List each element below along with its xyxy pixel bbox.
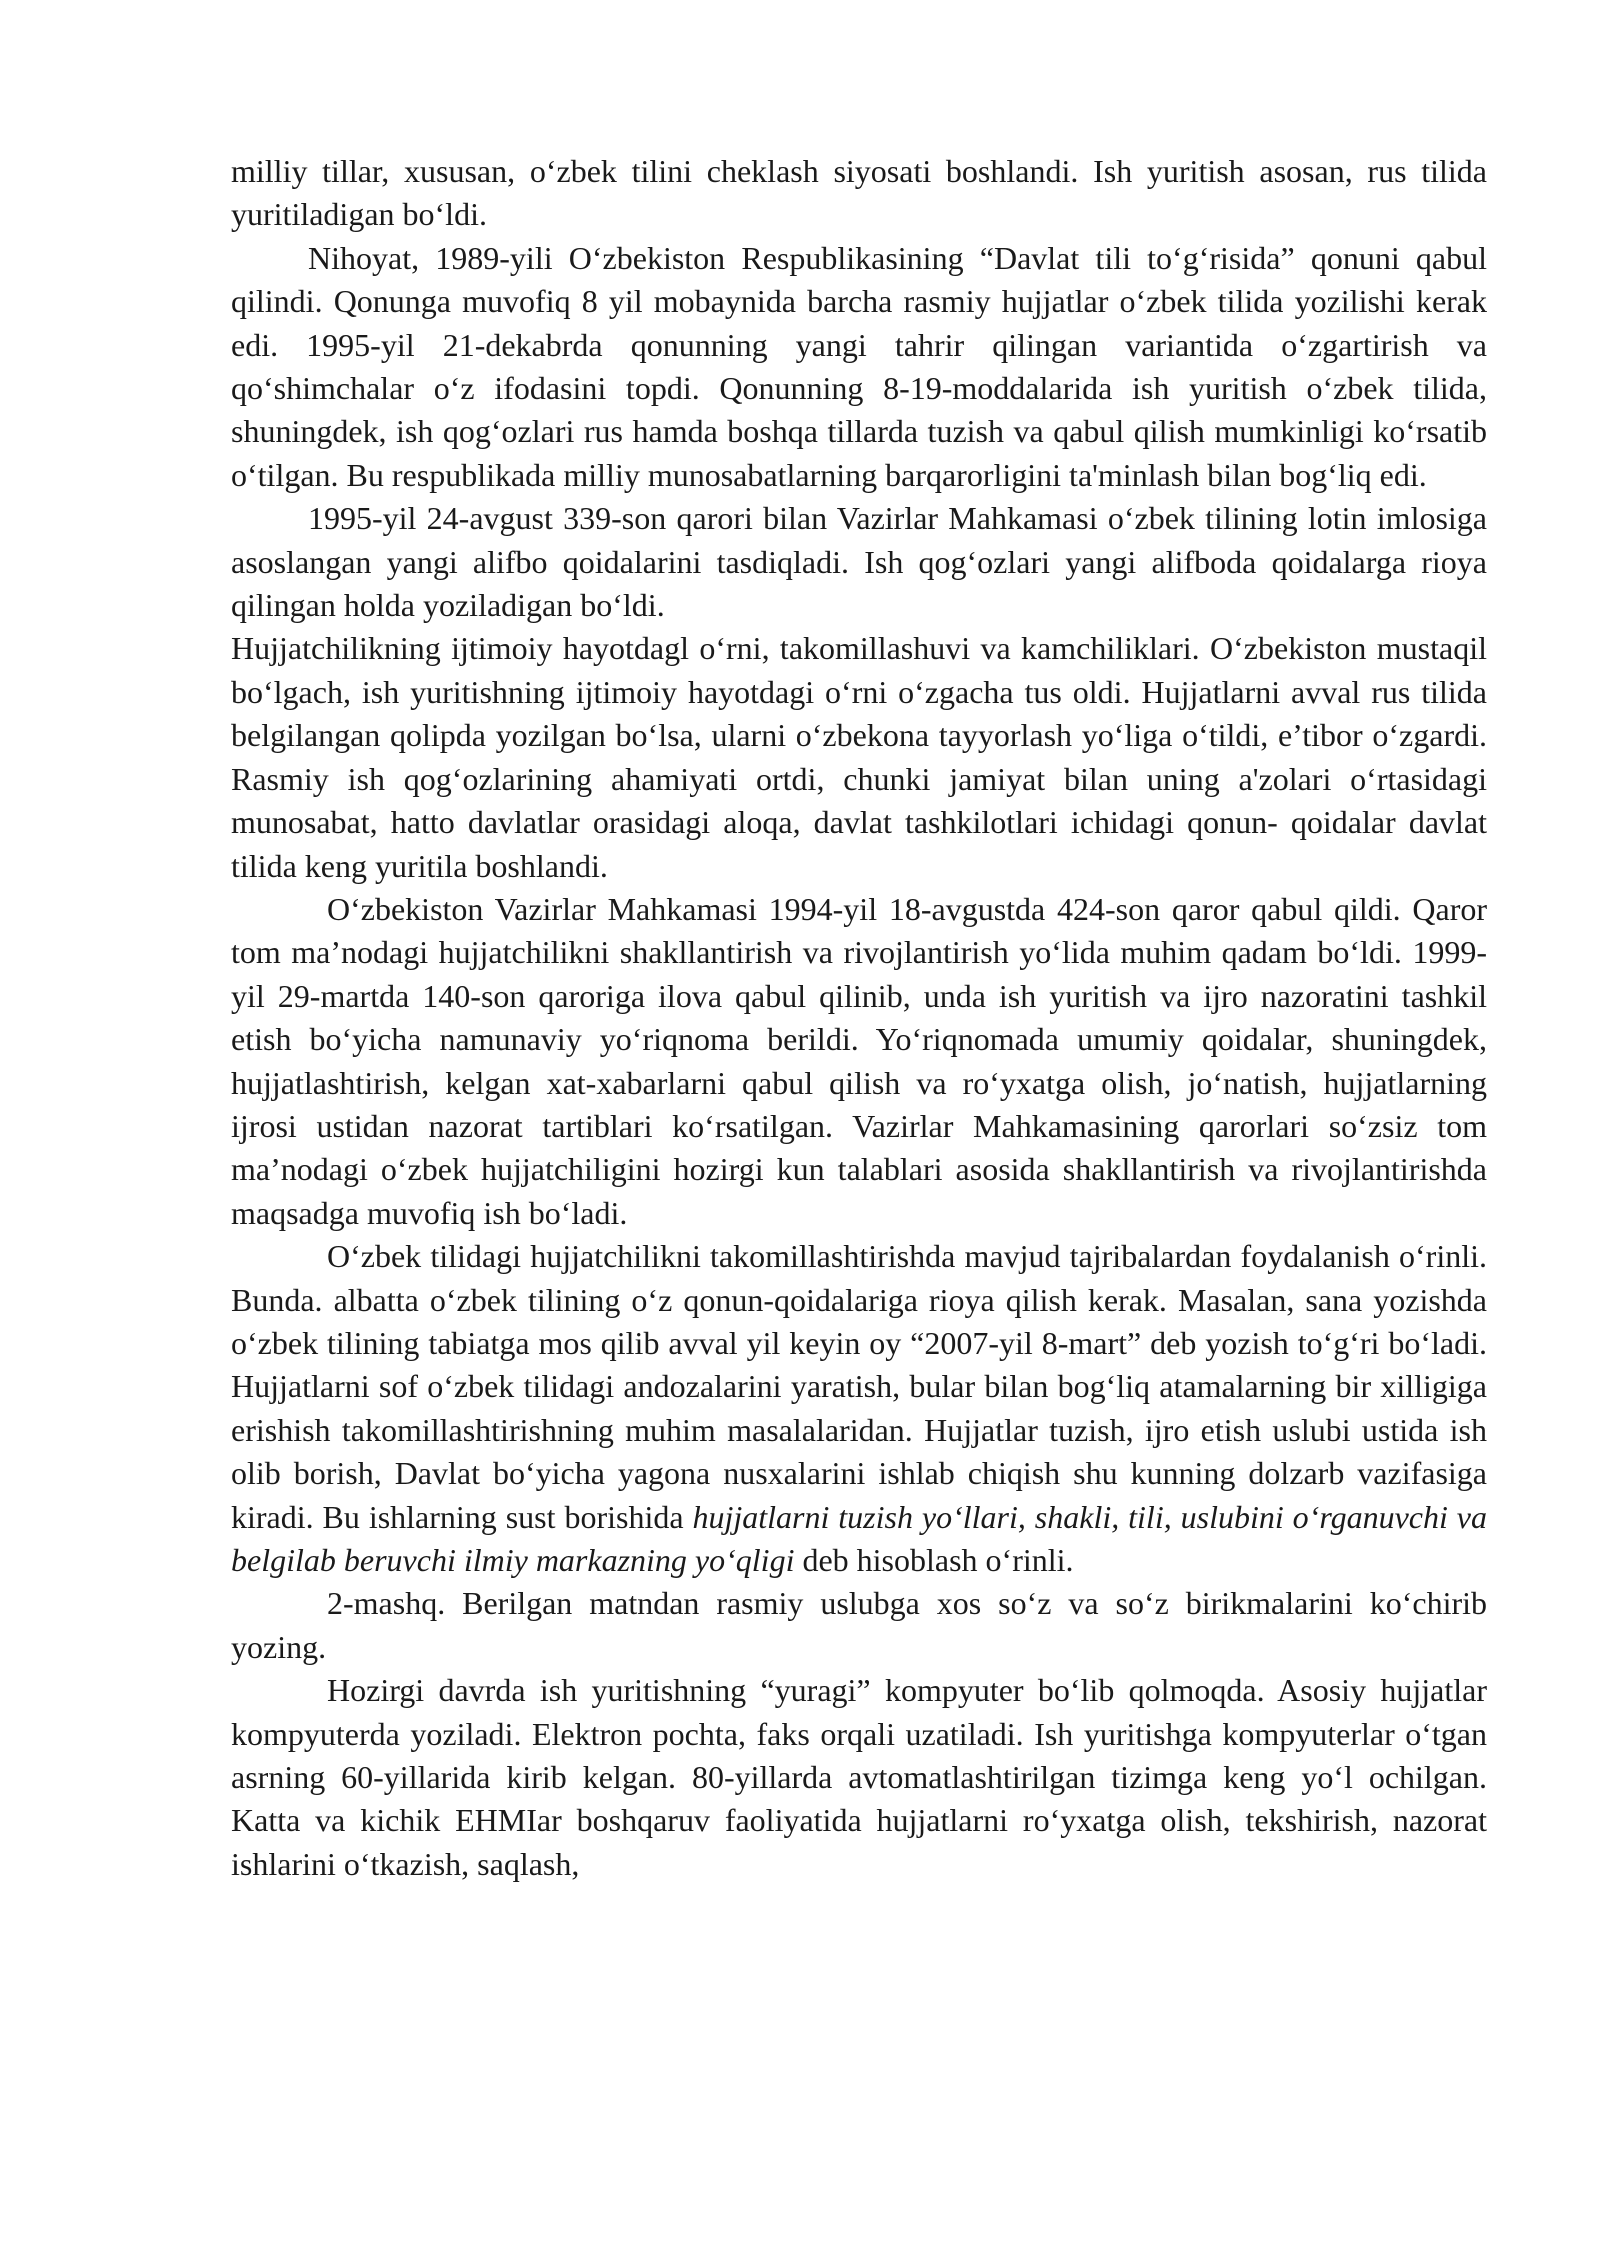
paragraph-3: 1995-yil 24-avgust 339-son qarori bilan Vazirlar Mahkamasi o‘zbek tilining lotin imlosiga asoslangan yangi alifbo qoidalarini tasdiqladi. Ish qog‘ozlari yangi alifboda qoidalarga rioya qilingan holda yoziladigan bo‘ldi. [231,500,1487,624]
paragraph-4: Hujjatchilikning ijtimoiy hayotdagl o‘rni, takomillashuvi va kamchiliklari. O‘zbekiston mustaqil bo‘lgach, ish yuritishning ijtimoiy hayotdagi o‘rni o‘zgacha tus oldi. Hujjatlarni avval rus tilida belgilangan qolipda yozilgan bo‘lsa, ularni o‘zbekona tayyorlash yo‘liga o‘tildi, e’tibor o‘zgardi. Rasmiy ish qog‘ozlarining ahamiyati ortdi, chunki jamiyat bilan uning a'zolari o‘rtasidagi munosabat, hatto davlatlar orasidagi aloqa, davlat tashkilotlari ichidagi qonun- qoidalar davlat tilida keng yuritila boshlandi. [231,630,1487,884]
paragraph-6 [231,1235,1487,1582]
paragraph-6-italic-phrase: hujjatlarni tuzish yo‘llari, shakli, tili, uslubini o‘rganuvchi va belgilab beruvchi ilmiy markazning yo‘qligi [231,1498,1488,1578]
paragraph-8: Hozirgi davrda ish yuritishning “yuragi” kompyuter bo‘lib qolmoqda. Asosiy hujjatlar kompyuterda yoziladi. Elektron pochta, faks orqali uzatiladi. Ish yuritishga kompyuterlar o‘tgan asrning 60-yillarida kirib kelgan. 80-yillarda avtomatlashtirilgan tizimga keng yo‘l ochilgan. Katta va kichik EHMIar boshqaruv faoliyatida hujjatlarni ro‘yxatga olish, tekshirish, nazorat ishlarini o‘tkazish, saqlash, [231,1672,1487,1882]
paragraph-6-text-before: O‘zbek tilidagi hujjatchilikni takomillashtirishda mavjud tajribalardan foydalanish o‘rinli. Bunda. albatta o‘zbek tilining o‘z qonun-qoidalariga rioya qilish kerak. Masalan, sana yozishda o‘zbek tilining tabiatga mos qilib avval yil keyin oy “2007-yil 8-mart” deb yozish to‘g‘ri bo‘ladi. Hujjatlarni sof o‘zbek tilidagi andozalarini yaratish, bular bilan bog‘liq atamalarning bir xilligiga erishish takomillashtirishning muhim masalalaridan. Hujjatlar tuzish, ijro etish uslubi ustida ish olib borish, Davlat bo‘yicha yagona nusxalarini ishlab chiqish shu kunning dolzarb vazifasiga kiradi. Bu ishlarning sust borishida [231,1238,1487,1535]
document-page [231,150,1487,1886]
paragraph-5: O‘zbekiston Vazirlar Mahkamasi 1994-yil 18-avgustda 424-son qaror qabul qildi. Qaror tom ma’nodagi hujjatchilikni shakllantirish va rivojlantirish yo‘lida muhim qadam bo‘ldi. 1999- yil 29-martda 140-son qaroriga ilova qabul qilinib, unda ish yuritish va ijro nazoratini tashkil etish bo‘yicha namunaviy yo‘riqnoma berildi. Yo‘riqnomada umumiy qoidalar, shuningdek, hujjatlashtirish, kelgan xat-xabarlarni qabul qilish va ro‘yxatga olish, jo‘natish, hujjatlarning ijrosi ustidan nazorat tartiblari ko‘rsatilgan. Vazirlar Mahkamasining qarorlari so‘zsiz tom ma’nodagi o‘zbek hujjatchiligini hozirgi kun talablari asosida shakllantirish va rivojlantirishda maqsadga muvofiq ish bo‘ladi. [231,890,1487,1231]
paragraph-6-text-after: deb hisoblash o‘rinli. [794,1542,1074,1578]
exercise-paragraph: 2-mashq. Berilgan matndan rasmiy uslubga xos so‘z va so‘z birikmalarini ko‘chirib yozing. [231,1585,1487,1665]
paragraph-1: milliy tillar, xususan, o‘zbek tilini cheklash siyosati boshlandi. Ish yuritish asosan, rus tilida yuritiladigan bo‘ldi. [231,153,1487,233]
paragraph-2: Nihoyat, 1989-yili O‘zbekiston Respublikasining “Davlat tili to‘g‘risida” qonuni qabul qilindi. Qonunga muvofiq 8 yil mobaynida barcha rasmiy hujjatlar o‘zbek tilida yozilishi kerak edi. 1995-yil 21-dekabrda qonunning yangi tahrir qilingan variantida o‘zgartirish va qo‘shimchalar o‘z ifodasini topdi. Qonunning 8-19-moddalarida ish yuritish o‘zbek tilida, shuningdek, ish qog‘ozlari rus hamda boshqa tillarda tuzish va qabul qilish mumkinligi ko‘rsatib o‘tilgan. Bu respublikada milliy munosabatlarning barqarorligini ta'minlash bilan bog‘liq edi. [231,239,1487,493]
